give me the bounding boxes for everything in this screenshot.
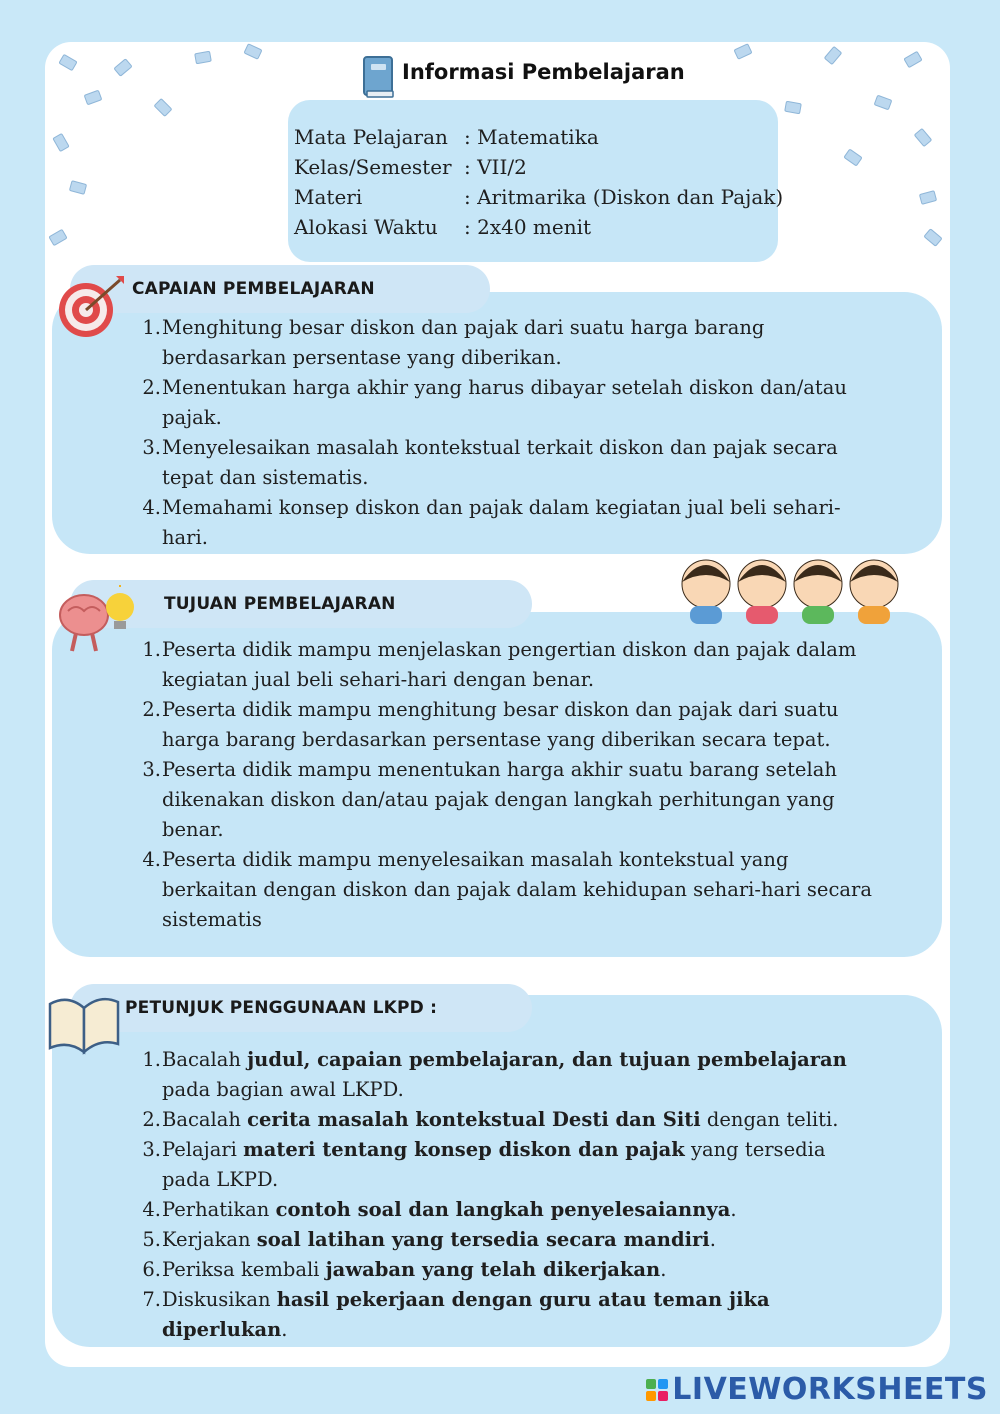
list-item bbox=[140, 1045, 865, 1105]
item-text bbox=[162, 1105, 865, 1135]
info-row bbox=[294, 122, 783, 152]
page-title: Informasi Pembelajaran bbox=[402, 60, 685, 84]
capaian-heading bbox=[70, 265, 490, 313]
capaian-list bbox=[140, 313, 865, 553]
item-text-pre: Pelajari bbox=[162, 1138, 244, 1161]
item-text: Peserta didik mampu menghitung besar diskon dan pajak dari suatu harga barang berdasarkan persentase yang diberikan secara tepat. bbox=[162, 698, 839, 751]
info-label: Kelas/Semester bbox=[294, 155, 452, 179]
money-bill-decoration bbox=[874, 95, 893, 111]
list-item bbox=[140, 373, 865, 433]
item-text-bold: hasil pekerjaan dengan guru atau teman jika diperlukan bbox=[162, 1288, 770, 1341]
list-item bbox=[140, 635, 885, 695]
money-bill-decoration bbox=[84, 90, 103, 106]
item-number: 4. bbox=[142, 848, 161, 871]
money-bill-decoration bbox=[58, 54, 77, 72]
petunjuk-list bbox=[140, 1045, 865, 1345]
item-text: Menentukan harga akhir yang harus dibayar setelah diskon dan/atau pajak. bbox=[162, 376, 847, 429]
item-text bbox=[162, 1045, 865, 1105]
item-text: Menyelesaikan masalah kontekstual terkait diskon dan pajak secara tepat dan sistematis. bbox=[162, 436, 838, 489]
list-item bbox=[140, 433, 865, 493]
list-item bbox=[140, 845, 885, 935]
item-number: 2. bbox=[142, 698, 161, 721]
item-number: 7. bbox=[142, 1288, 161, 1311]
open-book-icon bbox=[46, 988, 124, 1056]
item-number: 1. bbox=[142, 638, 161, 661]
item-text: Peserta didik mampu menjelaskan pengertian diskon dan pajak dalam kegiatan jual beli sehari-hari dengan benar. bbox=[162, 638, 857, 691]
info-value: : VII/2 bbox=[464, 155, 527, 179]
item-text-bold: cerita masalah kontekstual Desti dan Siti bbox=[247, 1108, 701, 1131]
item-text-post: . bbox=[281, 1318, 288, 1341]
money-bill-decoration bbox=[843, 148, 862, 166]
item-text-pre: Perhatikan bbox=[162, 1198, 276, 1221]
item-text-bold: contoh soal dan langkah penyelesaiannya bbox=[275, 1198, 731, 1221]
item-text-post: . bbox=[730, 1198, 737, 1221]
item-text-pre: Periksa kembali bbox=[162, 1258, 326, 1281]
info-row bbox=[294, 212, 783, 242]
info-value: : Aritmarika (Diskon dan Pajak) bbox=[464, 185, 784, 209]
info-label: Mata Pelajaran bbox=[294, 125, 448, 149]
item-text-post: pada bagian awal LKPD. bbox=[162, 1078, 404, 1101]
item-text-post: dengan teliti. bbox=[700, 1108, 839, 1131]
tujuan-title: TUJUAN PEMBELAJARAN bbox=[164, 594, 396, 614]
item-number: 6. bbox=[142, 1258, 161, 1281]
item-number: 3. bbox=[142, 436, 161, 459]
list-item bbox=[140, 313, 865, 373]
item-number: 5. bbox=[142, 1228, 161, 1251]
petunjuk-title: PETUNJUK PENGGUNAAN LKPD : bbox=[125, 998, 438, 1018]
capaian-title: CAPAIAN PEMBELAJARAN bbox=[132, 279, 375, 299]
money-bill-decoration bbox=[52, 133, 70, 152]
item-number: 1. bbox=[142, 316, 161, 339]
money-bill-decoration bbox=[113, 58, 132, 77]
money-bill-decoration bbox=[914, 128, 933, 147]
brand-text: LIVEWORKSHEETS bbox=[672, 1372, 988, 1407]
petunjuk-heading bbox=[70, 984, 532, 1032]
liveworksheets-mark-icon bbox=[646, 1379, 668, 1401]
money-bill-decoration bbox=[784, 101, 802, 115]
item-text-post: . bbox=[709, 1228, 716, 1251]
info-row bbox=[294, 152, 783, 182]
item-number: 1. bbox=[142, 1048, 161, 1071]
money-bill-decoration bbox=[903, 51, 922, 69]
item-text: Peserta didik mampu menyelesaikan masalah kontekstual yang berkaitan dengan diskon dan pajak dalam kehidupan sehari-hari secara sistematis bbox=[162, 848, 872, 931]
list-item bbox=[140, 1285, 865, 1345]
money-bill-decoration bbox=[919, 190, 937, 205]
money-bill-decoration bbox=[243, 43, 262, 60]
money-bill-decoration bbox=[48, 229, 67, 247]
book-icon bbox=[360, 55, 398, 99]
list-item bbox=[140, 493, 865, 553]
item-number: 3. bbox=[142, 1138, 161, 1161]
item-number: 4. bbox=[142, 496, 161, 519]
item-text bbox=[162, 1285, 865, 1345]
target-icon bbox=[56, 274, 126, 340]
item-text bbox=[162, 1225, 865, 1255]
info-label: Materi bbox=[294, 185, 363, 209]
item-text-post: . bbox=[660, 1258, 667, 1281]
item-text bbox=[162, 1255, 865, 1285]
item-text: Memahami konsep diskon dan pajak dalam kegiatan jual beli sehari-hari. bbox=[162, 496, 841, 549]
item-number: 4. bbox=[142, 1198, 161, 1221]
item-text: Menghitung besar diskon dan pajak dari suatu harga barang berdasarkan persentase yang diberikan. bbox=[162, 316, 765, 369]
tujuan-list bbox=[140, 635, 885, 935]
item-text-pre: Bacalah bbox=[162, 1108, 248, 1131]
item-text-bold: soal latihan yang tersedia secara mandiri bbox=[256, 1228, 710, 1251]
item-text bbox=[162, 1195, 865, 1225]
item-number: 3. bbox=[142, 758, 161, 781]
item-text-bold: materi tentang konsep diskon dan pajak bbox=[243, 1138, 685, 1161]
info-row bbox=[294, 182, 783, 212]
brain-lightbulb-icon bbox=[54, 585, 138, 657]
list-item bbox=[140, 1135, 865, 1195]
info-value: : Matematika bbox=[464, 125, 599, 149]
list-item bbox=[140, 1105, 865, 1135]
money-bill-decoration bbox=[194, 51, 212, 65]
info-table bbox=[294, 122, 783, 242]
liveworksheets-logo[interactable] bbox=[646, 1372, 988, 1407]
money-bill-decoration bbox=[824, 46, 843, 65]
children-icon bbox=[678, 552, 903, 626]
item-text bbox=[162, 1135, 865, 1195]
list-item bbox=[140, 1225, 865, 1255]
item-text-bold: jawaban yang telah dikerjakan bbox=[325, 1258, 661, 1281]
item-text: Peserta didik mampu menentukan harga akhir suatu barang setelah dikenakan diskon dan/atau pajak dengan langkah perhitungan yang benar. bbox=[162, 758, 837, 841]
item-number: 2. bbox=[142, 1108, 161, 1131]
item-number: 2. bbox=[142, 376, 161, 399]
list-item bbox=[140, 1195, 865, 1225]
list-item bbox=[140, 755, 885, 845]
money-bill-decoration bbox=[733, 43, 752, 60]
money-bill-decoration bbox=[69, 180, 87, 195]
money-bill-decoration bbox=[923, 228, 942, 247]
item-text-bold: judul, capaian pembelajaran, dan tujuan pembelajaran bbox=[247, 1048, 847, 1071]
list-item bbox=[140, 695, 885, 755]
item-text-post: yang tersedia pada LKPD. bbox=[162, 1138, 826, 1191]
tujuan-heading bbox=[70, 580, 532, 628]
item-text-pre: Kerjakan bbox=[162, 1228, 257, 1251]
item-text-pre: Bacalah bbox=[162, 1048, 248, 1071]
money-bill-decoration bbox=[153, 98, 172, 117]
list-item bbox=[140, 1255, 865, 1285]
info-value: : 2x40 menit bbox=[464, 215, 592, 239]
item-text-pre: Diskusikan bbox=[162, 1288, 277, 1311]
info-label: Alokasi Waktu bbox=[294, 215, 438, 239]
